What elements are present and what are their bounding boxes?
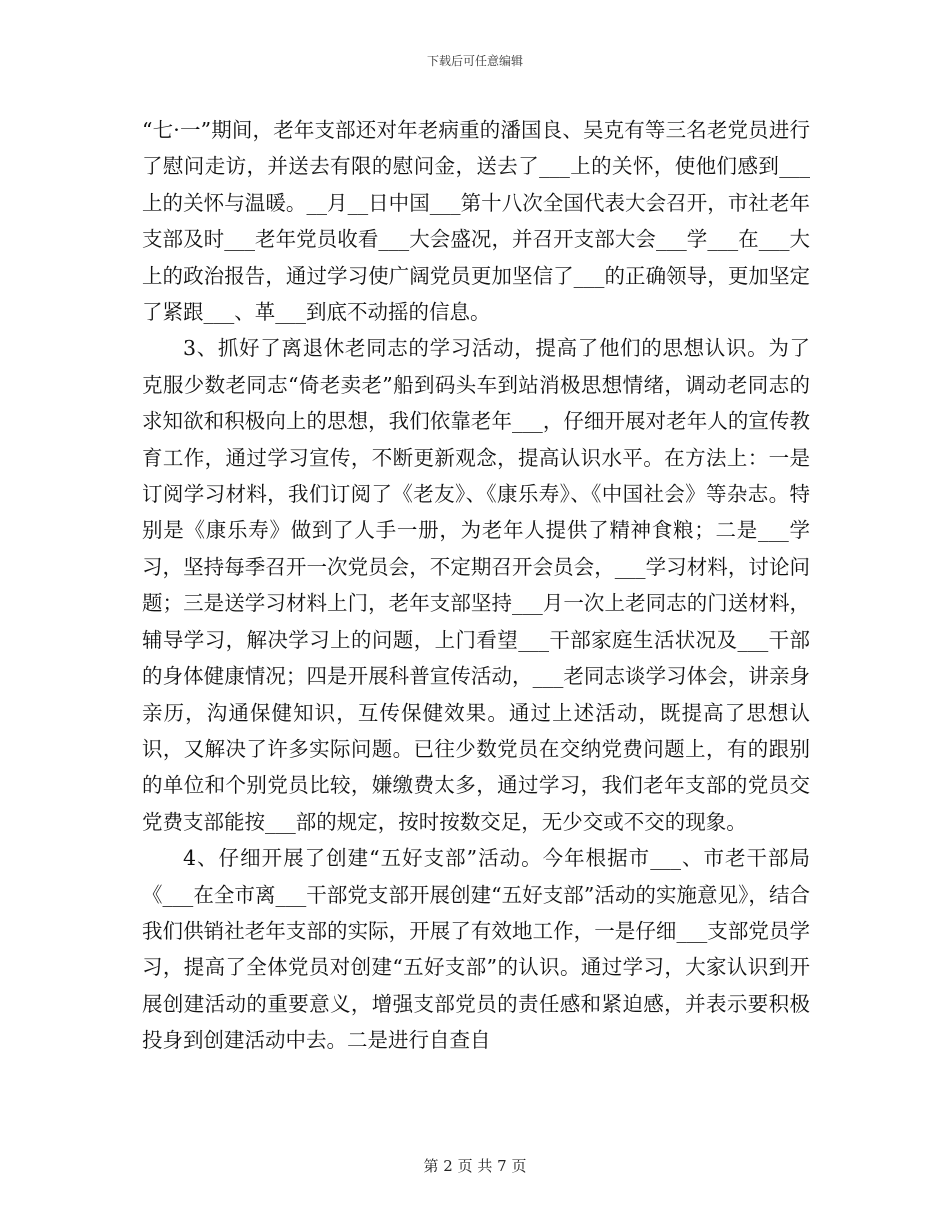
paragraph-item-3: 3、抓好了离退休老同志的学习活动，提高了他们的思想认识。为了克服少数老同志“倚老卖老”船到码头车到站消极思想情绪，调动老同志的求知欲和积极向上的思想，我们依靠老年___，仔细开展对老年人的宣传教育工作，通过学习宣传，不断更新观念，提高认识水平。在方法上：一是订阅学习材料，我们订阅了《老友》、《康乐寿》、《中国社会》等杂志。特别是《康乐寿》做到了人手一册，为老年人提供了精神食粮；二是___学习，坚持每季召开一次党员会，不定期召开会员会，___学习材料，讨论问题；三是送学习材料上门，老年支部坚持___月一次上老同志的门送材料，辅导学习，解决学习上的问题，上门看望___干部家庭生活状况及___干部的身体健康情况；四是开展科普宣传活动，___老同志谈学习体会，讲亲身亲历，沟通保健知识，互传保健效果。通过上述活动，既提高了思想认识，又解决了许多实际问题。已往少数党员在交纳党费问题上，有的跟别的单位和个别党员比较，嫌缴费太多，通过学习，我们老年支部的党员交党费支部能按___部的规定，按时按数交足，无少交或不交的现象。 xyxy=(142,336,810,834)
paragraph-item-4: 4、仔细开展了创建“五好支部”活动。今年根据市___、市老干部局《___在全市离___干部党支部开展创建“五好支部”活动的实施意见》，结合我们供销社老年支部的实际，开展了有效地工作，一是仔细___支部党员学习，提高了全体党员对创建“五好支部”的认识。通过学习，大家认识到开展创建活动的重要意义，增强支部党员的责任感和紧迫感，并表示要积极投身到创建活动中去。二是进行自查自 xyxy=(142,846,810,1053)
page-number: 第 2 页 共 7 页 xyxy=(423,1157,527,1175)
document-body xyxy=(142,112,810,1059)
paragraph-continuation: “七·一”期间，老年支部还对年老病重的潘国良、吴克有等三名老党员进行了慰问走访，并送去有限的慰问金，送去了___上的关怀，使他们感到___上的关怀与温暖。__月__日中国___第十八次全国代表大会召开，市社老年支部及时___老年党员收看___大会盛况，并召开支部大会___学___在___大上的政治报告，通过学习使广阔党员更加坚信了___的正确领导，更加坚定了紧跟___、革___到底不动摇的信息。 xyxy=(142,118,810,325)
page-header-note: 下载后可任意编辑 xyxy=(426,54,523,68)
